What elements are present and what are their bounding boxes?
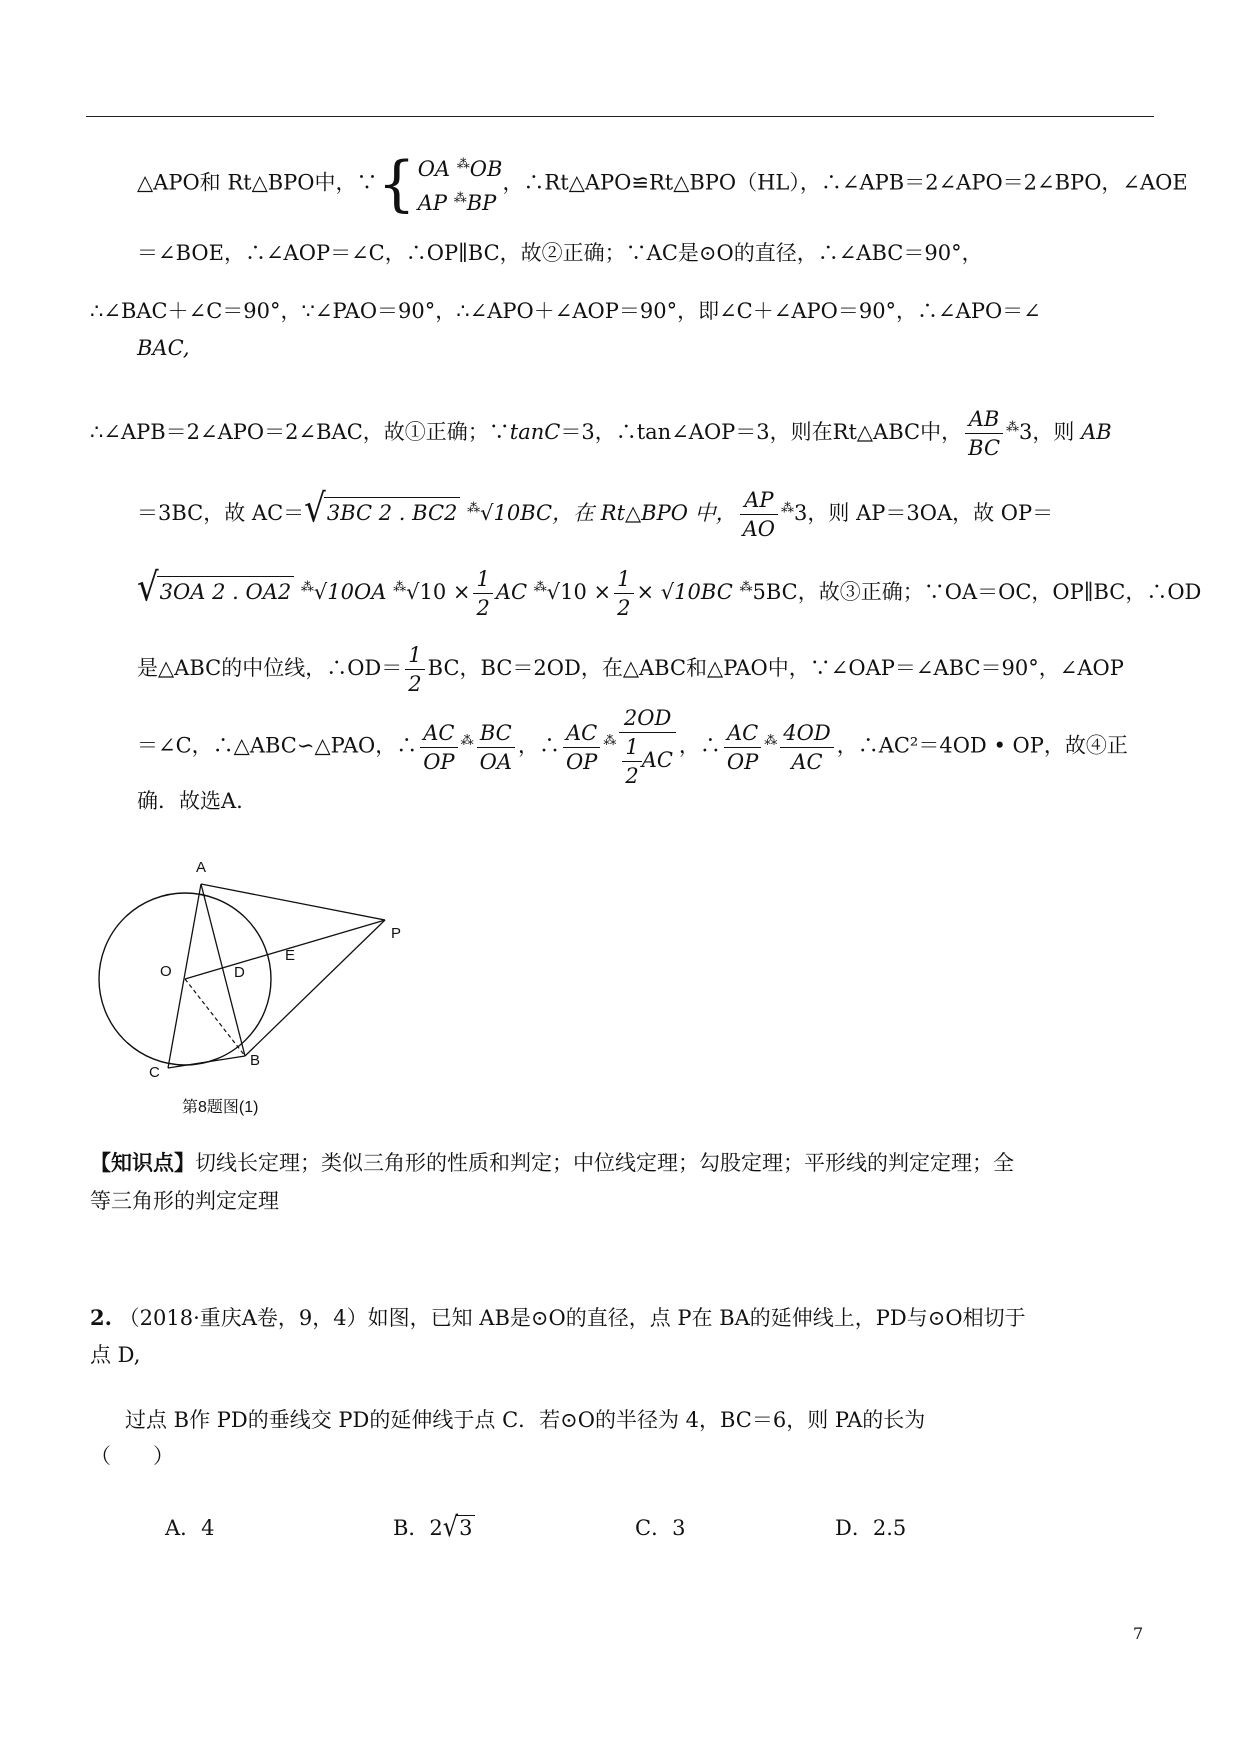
- solution-line-2: ＝∠BOE，∴∠AOP＝∠C，∴OP∥BC，故②正确；∵AC是⊙O的直径，∴∠ABC＝90°，: [137, 241, 983, 265]
- solution-line-9: ＝∠C，∴△ABC∽△PAO，∴ $\frac{AC}{OP}$ ⁂ $\frac{BC}{OA}$ ，∴ $\frac{AC}{OP}$ ⁂ 2OD $\frac{1}{2}$ AC ，∴ $\frac{AC}{OP}$ ⁂ $\frac{4OD}{AC}$ ，∴AC²＝4OD • OP，故④正: [137, 706, 1128, 788]
- fraction-ap-ao: $\frac{AP}{AO}$: [740, 486, 778, 543]
- equation-system: OA ⁂OB AP ⁂BP: [417, 157, 503, 215]
- solution-line-4: BAC,: [137, 336, 190, 360]
- label-c: C: [149, 1064, 160, 1080]
- figure-caption: 第8题图(1): [182, 1099, 259, 1116]
- question-line-1: 2. （2018·重庆A卷，9，4）如图，已知 AB是⊙O的直径，点 P在 BA的延伸线上，PD与⊙O相切于: [90, 1305, 1026, 1330]
- choice-c[interactable]: C．3: [635, 1516, 686, 1540]
- line-text: ，∴Rt△APO≌Rt△BPO（HL），∴∠APB＝2∠APO＝2∠BPO，∠AOE: [502, 170, 1188, 195]
- question-line-4: （ ）: [90, 1444, 174, 1468]
- solution-line-8: 是△ABC的中位线，∴OD＝ $\frac{1}{2}$ BC，BC＝2OD，在△ABC和△PAO中，∵∠OAP＝∠ABC＝90°，∠AOP: [137, 643, 1124, 696]
- choice-a[interactable]: A．4: [165, 1516, 215, 1540]
- solution-line-5: ∴∠APB＝2∠APO＝2∠BAC，故①正确；∵tanC＝3，∴tan∠AOP＝3，则在Rt△ABC中， $\frac{AB}{BC}$ ⁂3，则 AB: [90, 407, 1112, 460]
- knowledge-line-1: 【知识点】切线长定理；类似三角形的性质和判定；中位线定理；勾股定理；平形线的判定定理；全: [90, 1150, 1014, 1175]
- label-a: A: [196, 859, 207, 876]
- choice-b[interactable]: B．2√3: [393, 1512, 475, 1542]
- knowledge-tag: 【知识点】: [90, 1150, 195, 1175]
- label-d: D: [234, 964, 245, 981]
- solution-line-6: ＝3BC，故 AC＝√3BC 2 . BC2 ⁂√10BC，在 Rt△BPO 中， $\frac{AP}{AO}$ ⁂3，则 AP＝3OA，故 OP＝: [137, 486, 1054, 541]
- solution-line-1: [137, 150, 1188, 218]
- solution-line-10: 确．故选A.: [137, 789, 243, 813]
- geometry-figure: [80, 840, 420, 1080]
- question-number: 2.: [90, 1305, 112, 1330]
- knowledge-line-2: 等三角形的判定定理: [90, 1189, 279, 1213]
- brace: {: [377, 149, 416, 219]
- fraction-half: $\frac{1}{2}$: [405, 641, 424, 698]
- fraction-ac-op: $\frac{AC}{OP}$: [563, 719, 600, 776]
- fraction-bc-oa: $\frac{BC}{OA}$: [477, 719, 515, 776]
- fraction-ab-bc: $\frac{AB}{BC}$: [965, 405, 1003, 462]
- label-p: P: [391, 925, 402, 942]
- label-e: E: [285, 947, 296, 964]
- solution-line-7: √3OA 2 . OA2 ⁂√10OA ⁂√10 × $\frac{1}{2}$ AC ⁂√10 × $\frac{1}{2}$ × √10BC ⁂5BC，故③正确；∵OA＝OC，OP∥BC，∴OD: [137, 565, 1202, 620]
- fraction-ac-op: $\frac{AC}{OP}$: [724, 719, 761, 776]
- tangent-pa: [201, 884, 385, 920]
- fraction-ac-op: $\frac{AC}{OP}$: [420, 719, 457, 776]
- question-line-2: 点 D,: [90, 1343, 141, 1367]
- page-number: 7: [1133, 1624, 1144, 1643]
- fraction-4od-ac: $\frac{4OD}{AC}$: [780, 719, 833, 776]
- solution-line-3: ∴∠BAC＋∠C＝90°，∵∠PAO＝90°，∴∠APO＋∠AOP＝90°，即∠C＋∠APO＝90°，∴∠APO＝∠: [90, 299, 1041, 323]
- question-line-3: 过点 B作 PD的垂线交 PD的延伸线于点 C．若⊙O的半径为 4，BC＝6，则 PA的长为: [125, 1408, 926, 1432]
- label-o: O: [160, 963, 172, 980]
- line-text: △APO和 Rt△BPO中，∵: [137, 170, 378, 195]
- label-b: B: [250, 1052, 261, 1069]
- choice-d[interactable]: D．2.5: [835, 1516, 907, 1540]
- fraction-half: $\frac{1}{2}$: [614, 565, 633, 622]
- segment-ob-dashed: [185, 979, 245, 1056]
- fraction-2od-halfac: 2OD $\frac{1}{2}$ AC: [619, 704, 676, 790]
- header-rule: [86, 116, 1154, 117]
- segment-cb: [168, 1056, 245, 1068]
- fraction-half: $\frac{1}{2}$: [473, 565, 492, 622]
